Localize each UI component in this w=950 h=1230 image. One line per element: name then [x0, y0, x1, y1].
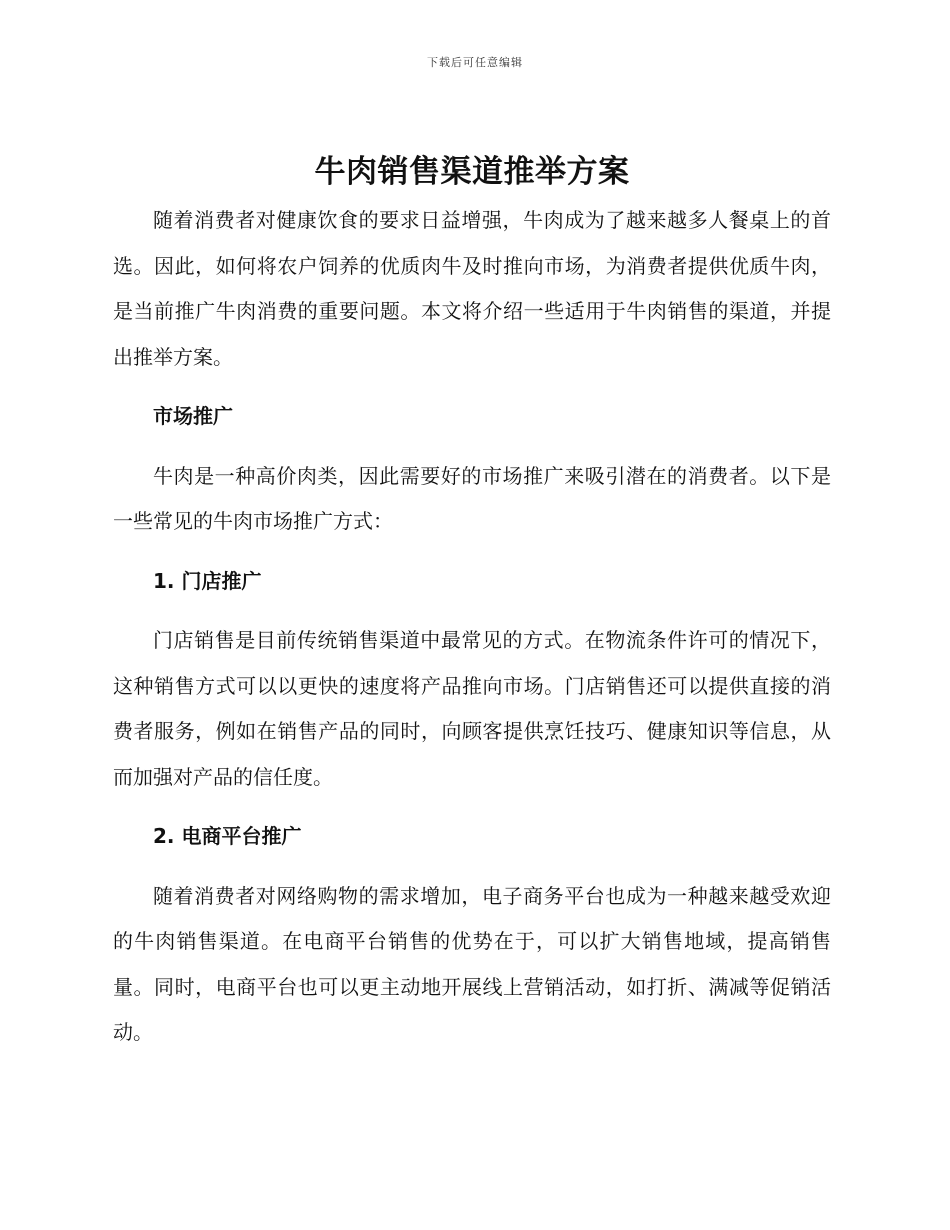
section-heading-market: 市场推广 — [153, 404, 233, 428]
document-title: 牛肉销售渠道推举方案 — [314, 154, 630, 190]
section-body-store: 门店销售是目前传统销售渠道中最常见的方式。在物流条件许可的情况下，这种销售方式可以以更快的速度将产品推向市场。门店销售还可以提供直接的消费者服务，例如在销售产品的同时，向顾客提供烹饪技巧、健康知识等信息，从而加强对产品的信任度。 — [113, 628, 831, 789]
section-heading-store: 1. 门店推广 — [153, 568, 262, 593]
intro-paragraph: 随着消费者对健康饮食的要求日益增强，牛肉成为了越来越多人餐桌上的首选。因此，如何将农户饲养的优质肉牛及时推向市场，为消费者提供优质牛肉，是当前推广牛肉消费的重要问题。本文将介绍一些适用于牛肉销售的渠道，并提出推举方案。 — [113, 208, 831, 369]
spacer — [113, 380, 831, 394]
section-heading-ecommerce: 2. 电商平台推广 — [153, 824, 302, 848]
spacer — [113, 860, 831, 874]
spacer — [113, 800, 831, 814]
section-body-ecommerce: 随着消费者对网络购物的需求增加，电子商务平台也成为一种越来越受欢迎的牛肉销售渠道。在电商平台销售的优势在于，可以扩大销售地域，提高销售量。同时，电商平台也可以更主动地开展线上营销活动，如打折、满减等促销活动。 — [113, 883, 831, 1044]
section-body-market: 牛肉是一种高价肉类，因此需要好的市场推广来吸引潜在的消费者。以下是一些常见的牛肉市场推广方式： — [113, 463, 831, 533]
document-body — [113, 150, 831, 1056]
page-header-note: 下载后可任意编辑 — [427, 56, 523, 69]
spacer — [113, 440, 831, 454]
spacer — [113, 604, 831, 618]
spacer — [113, 545, 831, 559]
